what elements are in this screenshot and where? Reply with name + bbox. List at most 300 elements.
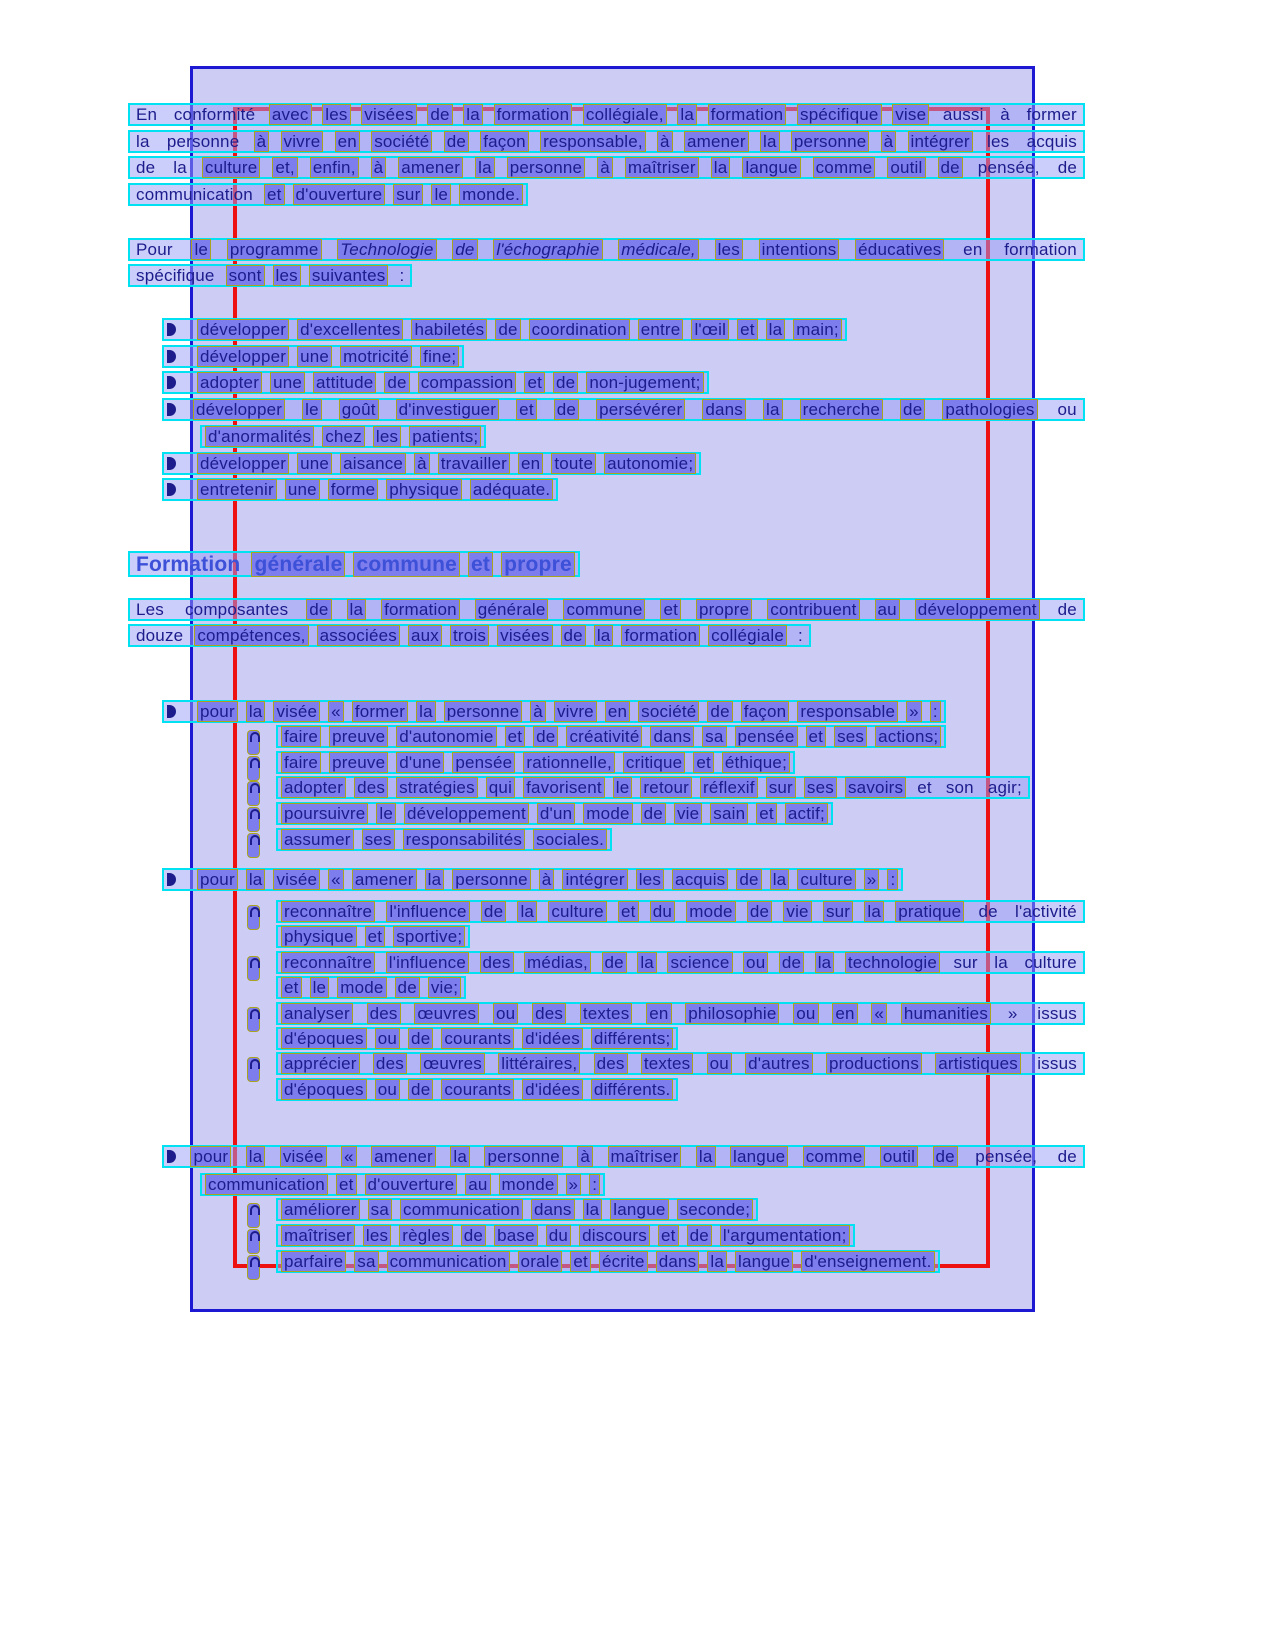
- word-text: les: [987, 132, 1010, 151]
- word-box: sportive;: [393, 926, 465, 947]
- word-text: Les: [136, 600, 165, 619]
- word-box: preuve: [329, 726, 388, 747]
- word-text: personne: [166, 132, 240, 151]
- text-line-box: [276, 976, 466, 999]
- word-box: associées: [317, 625, 400, 646]
- word-box: :: [887, 869, 898, 890]
- text-line-box: [276, 802, 833, 825]
- word-box: et: [660, 599, 681, 620]
- word-box: chez: [322, 426, 365, 447]
- word-box: générale: [475, 599, 549, 620]
- word-box: de: [461, 1225, 486, 1246]
- text-line-box: [162, 478, 558, 501]
- word-box: personne: [452, 869, 531, 890]
- word-box: et,: [272, 157, 298, 178]
- word-text: issus: [1037, 1054, 1077, 1073]
- word-box: d'ouverture: [293, 184, 386, 205]
- word-box: la: [463, 104, 483, 125]
- word-box: de: [747, 901, 772, 922]
- word-text: aussi: [942, 105, 984, 124]
- word-box: d'ouverture: [365, 1174, 458, 1195]
- word-text: spécifique: [136, 266, 215, 285]
- word-box: en: [605, 701, 630, 722]
- word-box: et: [570, 1251, 591, 1272]
- word-box: et: [737, 319, 758, 340]
- word-box: «: [328, 869, 344, 890]
- text-line-box: [276, 776, 1030, 799]
- word-box: en: [832, 1003, 857, 1024]
- word-box: la: [416, 701, 436, 722]
- word-box: science: [667, 952, 732, 973]
- text-line-box: [276, 751, 795, 774]
- word-box: communication: [205, 1174, 328, 1195]
- word-box: le: [191, 239, 211, 260]
- word-box: de: [707, 701, 732, 722]
- word-text: communication: [136, 185, 253, 204]
- word-box: au: [465, 1174, 490, 1195]
- word-box: la: [637, 952, 657, 973]
- word-box: la: [246, 869, 266, 890]
- sub-bullet-marker-icon: [247, 905, 260, 930]
- word-box: médias,: [524, 952, 591, 973]
- word-box: courants: [441, 1079, 514, 1100]
- word-box: sur: [393, 184, 423, 205]
- word-text: en: [963, 240, 983, 259]
- word-box: la: [696, 1146, 716, 1167]
- word-text: :: [399, 266, 405, 285]
- word-box: amener: [684, 131, 749, 152]
- word-box: discours: [579, 1225, 650, 1246]
- word-box: la: [760, 131, 780, 152]
- word-box: intentions: [759, 239, 840, 260]
- word-box: trois: [450, 625, 489, 646]
- word-box: et: [468, 552, 493, 577]
- word-text: former: [1026, 105, 1077, 124]
- word-box: fine;: [420, 346, 459, 367]
- word-box: travailler: [438, 453, 510, 474]
- word-box: ses: [804, 777, 837, 798]
- word-text: et: [917, 778, 932, 797]
- word-box: faire: [281, 752, 321, 773]
- word-box: sain: [710, 803, 748, 824]
- list-bullet-icon: [167, 705, 176, 718]
- word-box: physique: [386, 479, 462, 500]
- word-text: de: [1057, 158, 1077, 177]
- word-box: façon: [480, 131, 529, 152]
- word-text: ou: [1057, 400, 1077, 419]
- word-box: pensée: [452, 752, 515, 773]
- word-box: sur: [766, 777, 796, 798]
- word-box: philosophie: [685, 1003, 779, 1024]
- word-box: toute: [551, 453, 596, 474]
- word-box: d'époques: [281, 1028, 367, 1049]
- word-text: conformité: [173, 105, 256, 124]
- word-box: de: [427, 104, 452, 125]
- word-text: agir;: [987, 778, 1022, 797]
- word-box: motricité: [340, 346, 412, 367]
- text-line-box: [276, 1224, 855, 1247]
- word-box: vie;: [428, 977, 461, 998]
- word-box: l'argumentation;: [720, 1225, 850, 1246]
- word-box: faire: [281, 726, 321, 747]
- word-box: amener: [371, 1146, 436, 1167]
- word-box: collégiale: [708, 625, 787, 646]
- list-bullet-icon: [167, 873, 176, 886]
- text-line-box: [128, 264, 412, 287]
- word-box: visées: [497, 625, 552, 646]
- word-box: avec: [269, 104, 312, 125]
- word-box: une: [297, 346, 332, 367]
- word-box: langue: [610, 1199, 668, 1220]
- word-box: société: [638, 701, 699, 722]
- word-box: critique: [623, 752, 685, 773]
- word-box: à: [414, 453, 430, 474]
- word-box: différents;: [591, 1028, 674, 1049]
- word-box: de: [395, 977, 420, 998]
- word-box: entretenir: [197, 479, 277, 500]
- sub-bullet-marker-icon: [247, 956, 260, 981]
- word-box: courants: [441, 1028, 514, 1049]
- word-box: en: [335, 131, 360, 152]
- word-box: médicale,: [618, 239, 699, 260]
- word-box: des: [532, 1003, 566, 1024]
- word-box: développer: [197, 453, 289, 474]
- word-box: de: [444, 131, 469, 152]
- word-box: des: [354, 777, 388, 798]
- word-box: à: [657, 131, 673, 152]
- text-line-box: [276, 1052, 1085, 1075]
- word-box: d'une: [396, 752, 444, 773]
- word-box: œuvres: [420, 1053, 485, 1074]
- word-box: non-jugement;: [586, 372, 703, 393]
- text-line-box: [162, 452, 701, 475]
- word-box: «: [341, 1146, 357, 1167]
- word-box: culture: [202, 157, 260, 178]
- word-box: formation: [621, 625, 700, 646]
- word-box: la: [475, 157, 495, 178]
- word-box: parfaire: [281, 1251, 346, 1272]
- word-text: Pour: [136, 240, 173, 259]
- word-box: la: [864, 901, 884, 922]
- word-box: acquis: [672, 869, 728, 890]
- text-line-box: [200, 425, 486, 448]
- word-box: vise: [892, 104, 929, 125]
- text-line-box: [276, 900, 1085, 923]
- word-box: actions;: [875, 726, 941, 747]
- word-box: :: [930, 701, 941, 722]
- word-box: la: [450, 1146, 470, 1167]
- word-box: pour: [197, 701, 238, 722]
- word-box: communication: [400, 1199, 523, 1220]
- word-box: et: [658, 1225, 679, 1246]
- word-box: la: [594, 625, 614, 646]
- word-box: productions: [826, 1053, 922, 1074]
- sub-bullet-marker-icon: [247, 756, 260, 781]
- word-box: propre: [696, 599, 752, 620]
- word-box: de: [602, 952, 627, 973]
- text-line-box: [128, 130, 1085, 153]
- word-box: la: [246, 701, 266, 722]
- word-box: et: [516, 399, 537, 420]
- word-box: de: [561, 625, 586, 646]
- word-box: physique: [281, 926, 357, 947]
- word-box: sont: [226, 265, 265, 286]
- word-text: la: [173, 158, 187, 177]
- word-box: le: [376, 803, 396, 824]
- word-box: adéquate.: [470, 479, 553, 500]
- word-box: savoirs: [845, 777, 906, 798]
- word-box: améliorer: [281, 1199, 360, 1220]
- word-box: visée: [273, 701, 320, 722]
- word-box: développer: [193, 399, 285, 420]
- word-box: de: [306, 599, 331, 620]
- word-box: technologie: [845, 952, 940, 973]
- word-box: formation: [708, 104, 787, 125]
- word-box: d'un: [537, 803, 575, 824]
- word-box: de: [495, 319, 520, 340]
- word-box: ou: [793, 1003, 818, 1024]
- word-box: la: [347, 599, 367, 620]
- word-box: la: [425, 869, 445, 890]
- word-box: les: [363, 1225, 391, 1246]
- word-box: éducatives: [855, 239, 944, 260]
- word-box: comme: [813, 157, 876, 178]
- word-box: la: [766, 319, 786, 340]
- word-box: le: [613, 777, 633, 798]
- text-line-box: [276, 925, 470, 948]
- word-text: la: [136, 132, 150, 151]
- word-box: d'investiguer: [396, 399, 500, 420]
- word-box: pratique: [895, 901, 964, 922]
- word-box: la: [583, 1199, 603, 1220]
- text-line-box: [128, 238, 1085, 261]
- text-line-box: [128, 598, 1085, 621]
- word-text: formation: [1004, 240, 1077, 259]
- list-bullet-icon: [167, 483, 176, 496]
- word-text: son: [945, 778, 974, 797]
- word-box: dans: [656, 1251, 700, 1272]
- word-box: d'enseignement.: [801, 1251, 934, 1272]
- word-box: à: [597, 157, 613, 178]
- word-box: langue: [735, 1251, 793, 1272]
- word-text: composantes: [184, 600, 289, 619]
- list-bullet-icon: [167, 457, 176, 470]
- word-box: façon: [741, 701, 790, 722]
- word-text: issus: [1037, 1004, 1077, 1023]
- word-box: coordination: [529, 319, 630, 340]
- word-box: retour: [640, 777, 692, 798]
- word-box: d'anormalités: [205, 426, 314, 447]
- text-line-box: [162, 371, 709, 394]
- word-box: développement: [404, 803, 529, 824]
- word-box: la: [517, 901, 537, 922]
- text-line-box: [162, 318, 847, 341]
- word-box: à: [254, 131, 270, 152]
- word-box: goût: [339, 399, 379, 420]
- word-box: générale: [251, 552, 345, 577]
- word-box: visée: [273, 869, 320, 890]
- list-bullet-icon: [167, 350, 176, 363]
- word-box: la: [763, 399, 783, 420]
- word-box: le: [431, 184, 451, 205]
- text-line-box: [276, 828, 612, 851]
- word-box: visée: [280, 1146, 327, 1167]
- word-box: le: [310, 977, 330, 998]
- word-box: propre: [501, 552, 575, 577]
- word-box: sociales.: [533, 829, 607, 850]
- word-text: de: [978, 902, 998, 921]
- word-box: seconde;: [677, 1199, 754, 1220]
- word-box: ses: [834, 726, 867, 747]
- word-box: ses: [362, 829, 395, 850]
- list-bullet-icon: [167, 323, 176, 336]
- word-box: favorisent: [523, 777, 605, 798]
- word-box: la: [815, 952, 835, 973]
- word-box: d'autres: [745, 1053, 813, 1074]
- word-box: d'excellentes: [297, 319, 403, 340]
- word-box: vie: [783, 901, 811, 922]
- word-text: pensée,: [977, 158, 1040, 177]
- word-box: une: [270, 372, 305, 393]
- word-box: pour: [190, 1146, 231, 1167]
- section-heading-line-box: [128, 551, 580, 577]
- word-box: de: [554, 399, 579, 420]
- word-box: et: [281, 977, 302, 998]
- word-box: une: [297, 453, 332, 474]
- word-box: entre: [638, 319, 684, 340]
- word-box: adopter: [281, 777, 346, 798]
- text-line-box: [276, 1027, 678, 1050]
- word-box: dans: [702, 399, 746, 420]
- word-box: «: [328, 701, 344, 722]
- word-box: collégiale,: [583, 104, 667, 125]
- word-box: responsable: [797, 701, 898, 722]
- word-box: autonomie;: [604, 453, 696, 474]
- word-box: responsable,: [540, 131, 646, 152]
- word-box: spécifique: [797, 104, 882, 125]
- text-line-box: [128, 183, 528, 206]
- word-box: de: [933, 1146, 958, 1167]
- word-box: programme: [227, 239, 322, 260]
- word-box: analyser: [281, 1003, 353, 1024]
- word-box: en: [646, 1003, 671, 1024]
- word-box: règles: [399, 1225, 453, 1246]
- word-box: reconnaître: [281, 901, 375, 922]
- word-box: qui: [486, 777, 515, 798]
- word-box: humanities: [901, 1003, 991, 1024]
- word-box: de: [736, 869, 761, 890]
- text-line-box: [162, 1145, 1085, 1168]
- word-box: vivre: [554, 701, 597, 722]
- word-box: assumer: [281, 829, 354, 850]
- sub-bullet-marker-icon: [247, 781, 260, 806]
- word-box: personne: [444, 701, 523, 722]
- word-text: la: [994, 953, 1008, 972]
- word-text: de: [136, 158, 156, 177]
- word-text: de: [1057, 1147, 1077, 1166]
- word-box: ou: [375, 1079, 400, 1100]
- word-box: et: [693, 752, 714, 773]
- word-box: au: [875, 599, 900, 620]
- sub-bullet-marker-icon: [247, 1057, 260, 1082]
- word-box: la: [677, 104, 697, 125]
- word-box: aisance: [340, 453, 406, 474]
- word-box: vie: [674, 803, 702, 824]
- word-box: des: [373, 1053, 407, 1074]
- word-box: de: [553, 372, 578, 393]
- word-box: intégrer: [908, 131, 973, 152]
- word-box: et: [365, 926, 386, 947]
- word-text: culture: [1024, 953, 1077, 972]
- sub-bullet-marker-icon: [247, 1007, 260, 1032]
- word-box: sa: [702, 726, 726, 747]
- text-line-box: [162, 700, 946, 723]
- sub-bullet-marker-icon: [247, 807, 260, 832]
- word-box: l'œil: [691, 319, 729, 340]
- word-box: former: [352, 701, 408, 722]
- word-box: les: [636, 869, 664, 890]
- word-box: l'influence: [386, 952, 469, 973]
- word-box: d'époques: [281, 1079, 367, 1100]
- word-box: artistiques: [935, 1053, 1021, 1074]
- word-box: base: [494, 1225, 538, 1246]
- word-box: adopter: [197, 372, 262, 393]
- word-box: personne: [484, 1146, 563, 1167]
- word-box: et: [264, 184, 285, 205]
- word-box: mode: [686, 901, 735, 922]
- word-box: et: [756, 803, 777, 824]
- word-box: amener: [352, 869, 417, 890]
- text-line-box: [276, 1250, 940, 1273]
- word-box: mode: [583, 803, 632, 824]
- text-line-box: [162, 345, 464, 368]
- word-box: communication: [387, 1251, 510, 1272]
- word-box: pour: [197, 869, 238, 890]
- text-line-box: [276, 1198, 758, 1221]
- word-box: personne: [791, 131, 870, 152]
- word-box: de: [384, 372, 409, 393]
- text-line-box: [200, 1173, 605, 1196]
- word-box: commune: [563, 599, 645, 620]
- word-box: commune: [353, 552, 460, 577]
- text-line-box: [128, 624, 811, 647]
- word-box: vivre: [281, 131, 324, 152]
- word-box: dans: [650, 726, 694, 747]
- word-box: de: [408, 1079, 433, 1100]
- word-box: visées: [361, 104, 416, 125]
- word-box: personne: [507, 157, 586, 178]
- word-box: les: [373, 426, 401, 447]
- word-box: maîtriser: [625, 157, 699, 178]
- text-line-box: [128, 156, 1085, 179]
- word-box: les: [715, 239, 743, 260]
- word-box: en: [518, 453, 543, 474]
- word-box: développer: [197, 346, 289, 367]
- list-bullet-icon: [167, 376, 176, 389]
- word-box: pensée: [735, 726, 798, 747]
- word-box: l'échographie: [493, 239, 602, 260]
- word-text: à: [1000, 105, 1010, 124]
- word-box: à: [530, 701, 546, 722]
- word-text: En: [136, 105, 158, 124]
- word-box: du: [650, 901, 675, 922]
- text-line-box: [128, 103, 1085, 126]
- word-box: à: [881, 131, 897, 152]
- word-box: pathologies: [942, 399, 1037, 420]
- word-box: et: [806, 726, 827, 747]
- word-box: enfin,: [310, 157, 359, 178]
- word-box: outil: [880, 1146, 918, 1167]
